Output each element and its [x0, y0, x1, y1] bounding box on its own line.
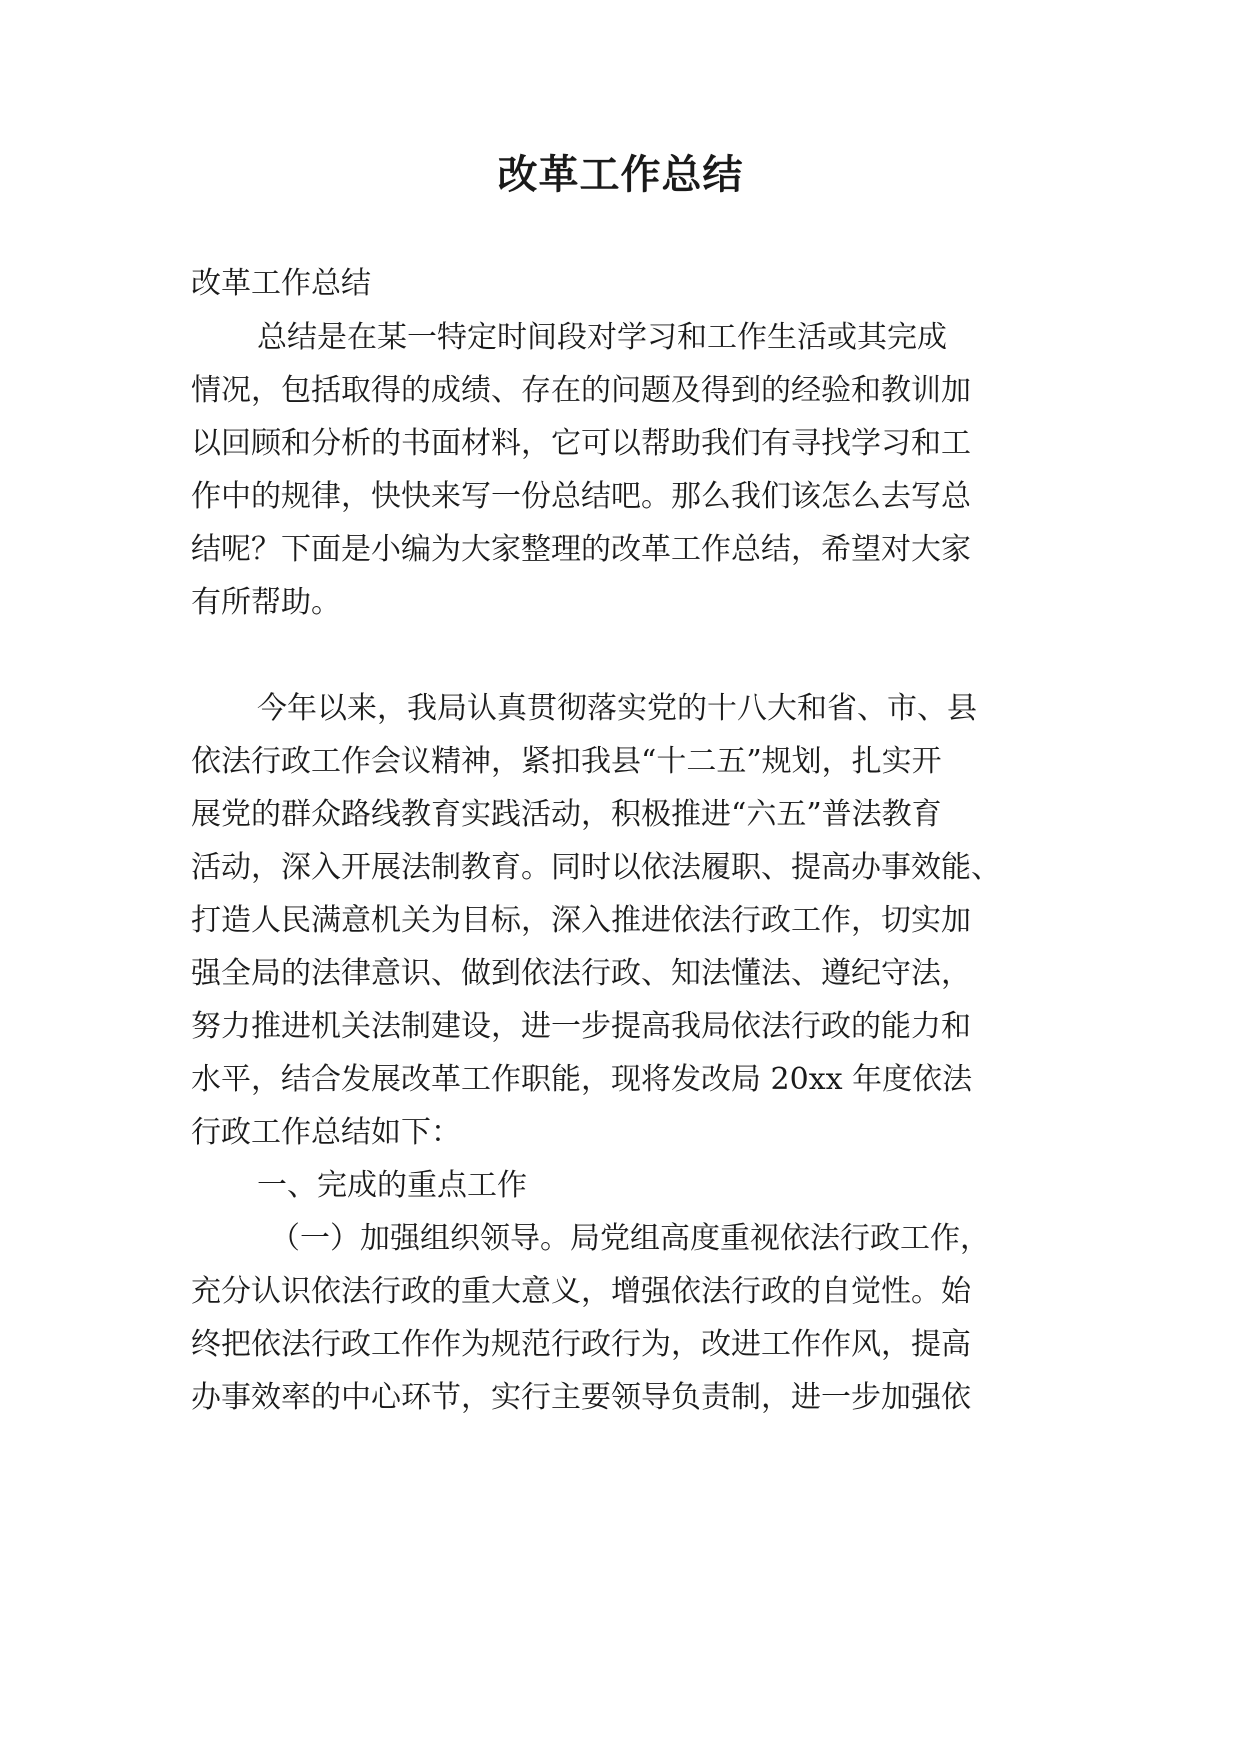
paragraph-line: （一）加强组织领导。局党组高度重视依法行政工作，: [270, 1221, 990, 1256]
section-heading: 一、完成的重点工作: [257, 1168, 527, 1203]
paragraph-line: 情况，包括取得的成绩、存在的问题及得到的经验和教训加: [191, 373, 971, 408]
paragraph-line: 以回顾和分析的书面材料，它可以帮助我们有寻找学习和工: [191, 426, 971, 461]
paragraph-line: 作中的规律，快快来写一份总结吧。那么我们该怎么去写总: [191, 479, 971, 514]
document-subtitle: 改革工作总结: [191, 266, 371, 301]
paragraph-line: 办事效率的中心环节，实行主要领导负责制，进一步加强依: [191, 1380, 971, 1415]
document-title: 改革工作总结: [497, 152, 744, 198]
paragraph-line: 水平，结合发展改革工作职能，现将发改局 20xx 年度依法: [191, 1062, 973, 1097]
paragraph-line: 充分认识依法行政的重大意义，增强依法行政的自觉性。始: [191, 1274, 971, 1309]
paragraph-line: 有所帮助。: [191, 585, 341, 620]
paragraph-line: 行政工作总结如下：: [191, 1115, 461, 1150]
paragraph-line: 结呢？下面是小编为大家整理的改革工作总结，希望对大家: [191, 532, 971, 567]
paragraph-line: 努力推进机关法制建设，进一步提高我局依法行政的能力和: [191, 1009, 971, 1044]
paragraph-line: 总结是在某一特定时间段对学习和工作生活或其完成: [257, 320, 947, 355]
paragraph-line: 今年以来，我局认真贯彻落实党的十八大和省、市、县: [257, 691, 977, 726]
paragraph-line: 强全局的法律意识、做到依法行政、知法懂法、遵纪守法，: [191, 956, 971, 991]
paragraph-line: 展党的群众路线教育实践活动，积极推进“六五”普法教育: [191, 797, 942, 832]
paragraph-line: 终把依法行政工作作为规范行政行为，改进工作作风，提高: [191, 1327, 971, 1362]
paragraph-line: 打造人民满意机关为目标，深入推进依法行政工作，切实加: [191, 903, 971, 938]
paragraph-line: 依法行政工作会议精神，紧扣我县“十二五”规划，扎实开: [191, 744, 942, 779]
paragraph-line: 活动，深入开展法制教育。同时以依法履职、提高办事效能、: [191, 850, 1001, 885]
